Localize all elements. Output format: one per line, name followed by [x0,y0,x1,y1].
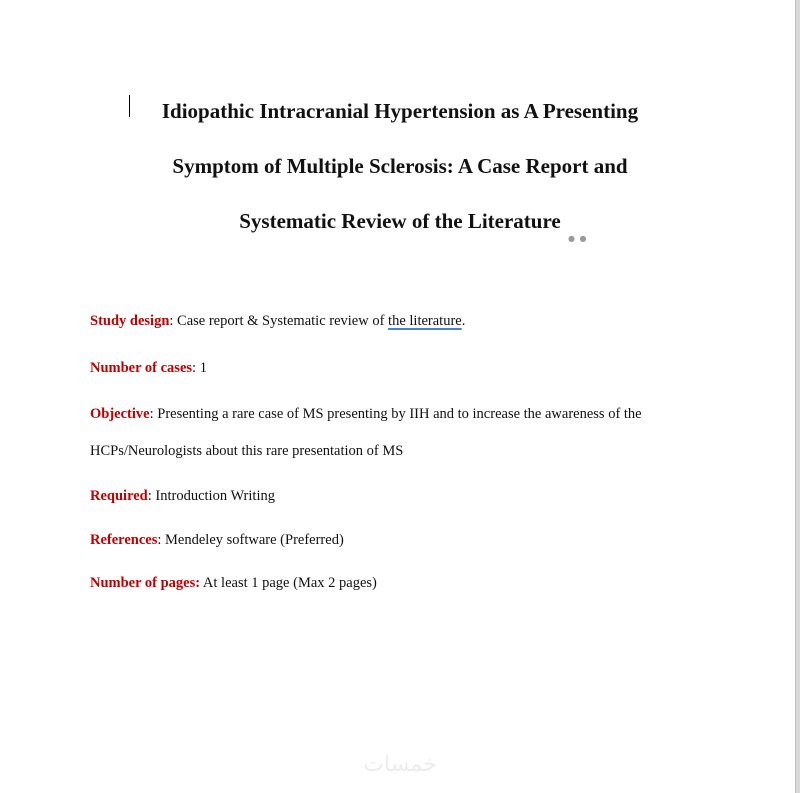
number-of-cases-paragraph [90,360,207,377]
number-of-cases-label: Number of cases [90,360,193,376]
study-design-separator: : [169,313,178,329]
document-title [0,84,800,249]
number-of-pages-paragraph [90,575,377,592]
study-design-value: Case report & Systematic review of [177,313,389,329]
required-value: Introduction Writing [155,488,275,504]
references-separator: : [157,532,166,548]
number-of-cases-separator: : [192,360,200,376]
title-line-1: Idiopathic Intracranial Hypertension as A Presenting [161,99,639,123]
required-paragraph [90,488,275,505]
required-label: Required [90,488,148,504]
study-design-paragraph [90,313,465,330]
number-of-cases-value: 1 [199,360,207,376]
spellcheck-underlined-text[interactable]: the literature [388,313,462,329]
watermark-logo: خمسات [363,752,437,777]
layout-options-icon[interactable]: ● ● [568,234,588,243]
objective-value-line-1: Presenting a rare case of MS presenting by IIH and to increase the awareness of the [157,406,642,422]
number-of-pages-value: At least 1 page (Max 2 pages) [202,575,377,591]
references-paragraph [90,532,344,549]
objective-continuation [90,443,403,460]
title-line-3: Systematic Review of the Literature [239,209,561,233]
references-value: Mendeley software (Preferred) [165,532,344,548]
text-cursor [129,95,130,117]
study-design-period: . [461,313,466,329]
objective-separator: : [149,406,158,422]
title-line-2: Symptom of Multiple Sclerosis: A Case Report and [172,154,628,178]
window-edge [795,0,800,793]
required-separator: : [147,488,156,504]
objective-value-line-2: HCPs/Neurologists about this rare presentation of MS [90,443,404,459]
objective-paragraph [90,406,642,423]
references-label: References [90,532,158,548]
number-of-pages-label: Number of pages: [90,575,201,591]
study-design-label: Study design [90,313,170,329]
objective-label: Objective [90,406,150,422]
